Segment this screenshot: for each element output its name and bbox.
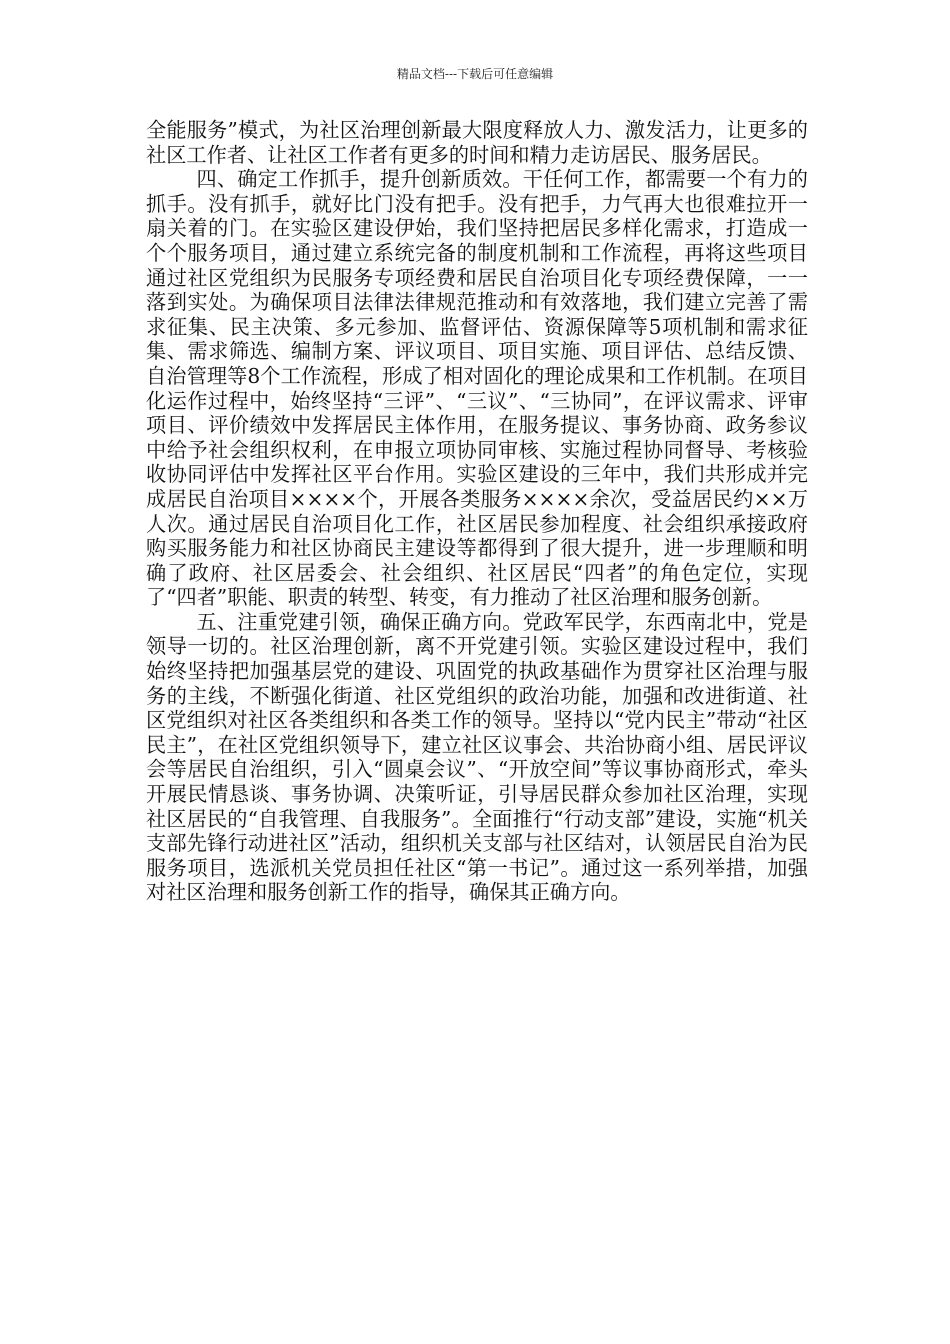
paragraph-section-four: 四、确定工作抓手，提升创新质效。干任何工作，都需要一个有力的抓手。没有抓手，就好比门没有把手。没有把手，力气再大也很难拉开一扇关着的门。在实验区建设伊始，我们坚持把居民多样化需求，打造成一个个服务项目，通过建立系统完备的制度机制和工作流程，再将这些项目通过社区党组织为民服务专项经费和居民自治项目化专项经费保障，一一落到实处。为确保项目法律法律规范推动和有效落地，我们建立完善了需求征集、民主决策、多元参加、监督评估、资源保障等5项机制和需求征集、需求筛选、编制方案、评议项目、项目实施、项目评估、总结反馈、自治管理等8个工作流程，形成了相对固化的理论成果和工作机制。在项目化运作过程中，始终坚持“三评”、“三议”、“三协同”，在评议需求、评审项目、评价绩效中发挥居民主体作用，在服务提议、事务协商、政务参议中给予社会组织权利，在申报立项协同审核、实施过程协同督导、考核验收协同评估中发挥社区平台作用。实验区建设的三年中，我们共形成并完成居民自治项目××××个，开展各类服务××××余次，受益居民约××万人次。通过居民自治项目化工作，社区居民参加程度、社会组织承接政府购买服务能力和社区协商民主建设等都得到了很大提升，进一步理顺和明确了政府、社区居委会、社会组织、社区居民“四者”的角色定位，实现了“四者”职能、职责的转型、转变，有力推动了社区治理和服务创新。 <box>146 167 808 610</box>
paragraph-continuation: 全能服务”模式，为社区治理创新最大限度释放人力、激发活力，让更多的社区工作者、让社区工作者有更多的时间和精力走访居民、服务居民。 <box>146 118 808 167</box>
document-body <box>146 118 808 905</box>
page-header: 精品文档---下载后可任意编辑 <box>396 67 554 81</box>
paragraph-section-five: 五、注重党建引领，确保正确方向。党政军民学，东西南北中，党是领导一切的。社区治理创新，离不开党建引领。实验区建设过程中，我们始终坚持把加强基层党的建设、巩固党的执政基础作为贯穿社区治理与服务的主线，不断强化街道、社区党组织的政治功能，加强和改进街道、社区党组织对社区各类组织和各类工作的领导。坚持以“党内民主”带动“社区民主”，在社区党组织领导下，建立社区议事会、共治协商小组、居民评议会等居民自治组织，引入“圆桌会议”、“开放空间”等议事协商形式，牵头开展民情恳谈、事务协调、决策听证，引导居民群众参加社区治理，实现社区居民的“自我管理、自我服务”。全面推行“行动支部”建设，实施“机关支部先锋行动进社区”活动，组织机关支部与社区结对，认领居民自治为民服务项目，选派机关党员担任社区“第一书记”。通过这一系列举措，加强对社区治理和服务创新工作的指导，确保其正确方向。 <box>146 609 808 905</box>
